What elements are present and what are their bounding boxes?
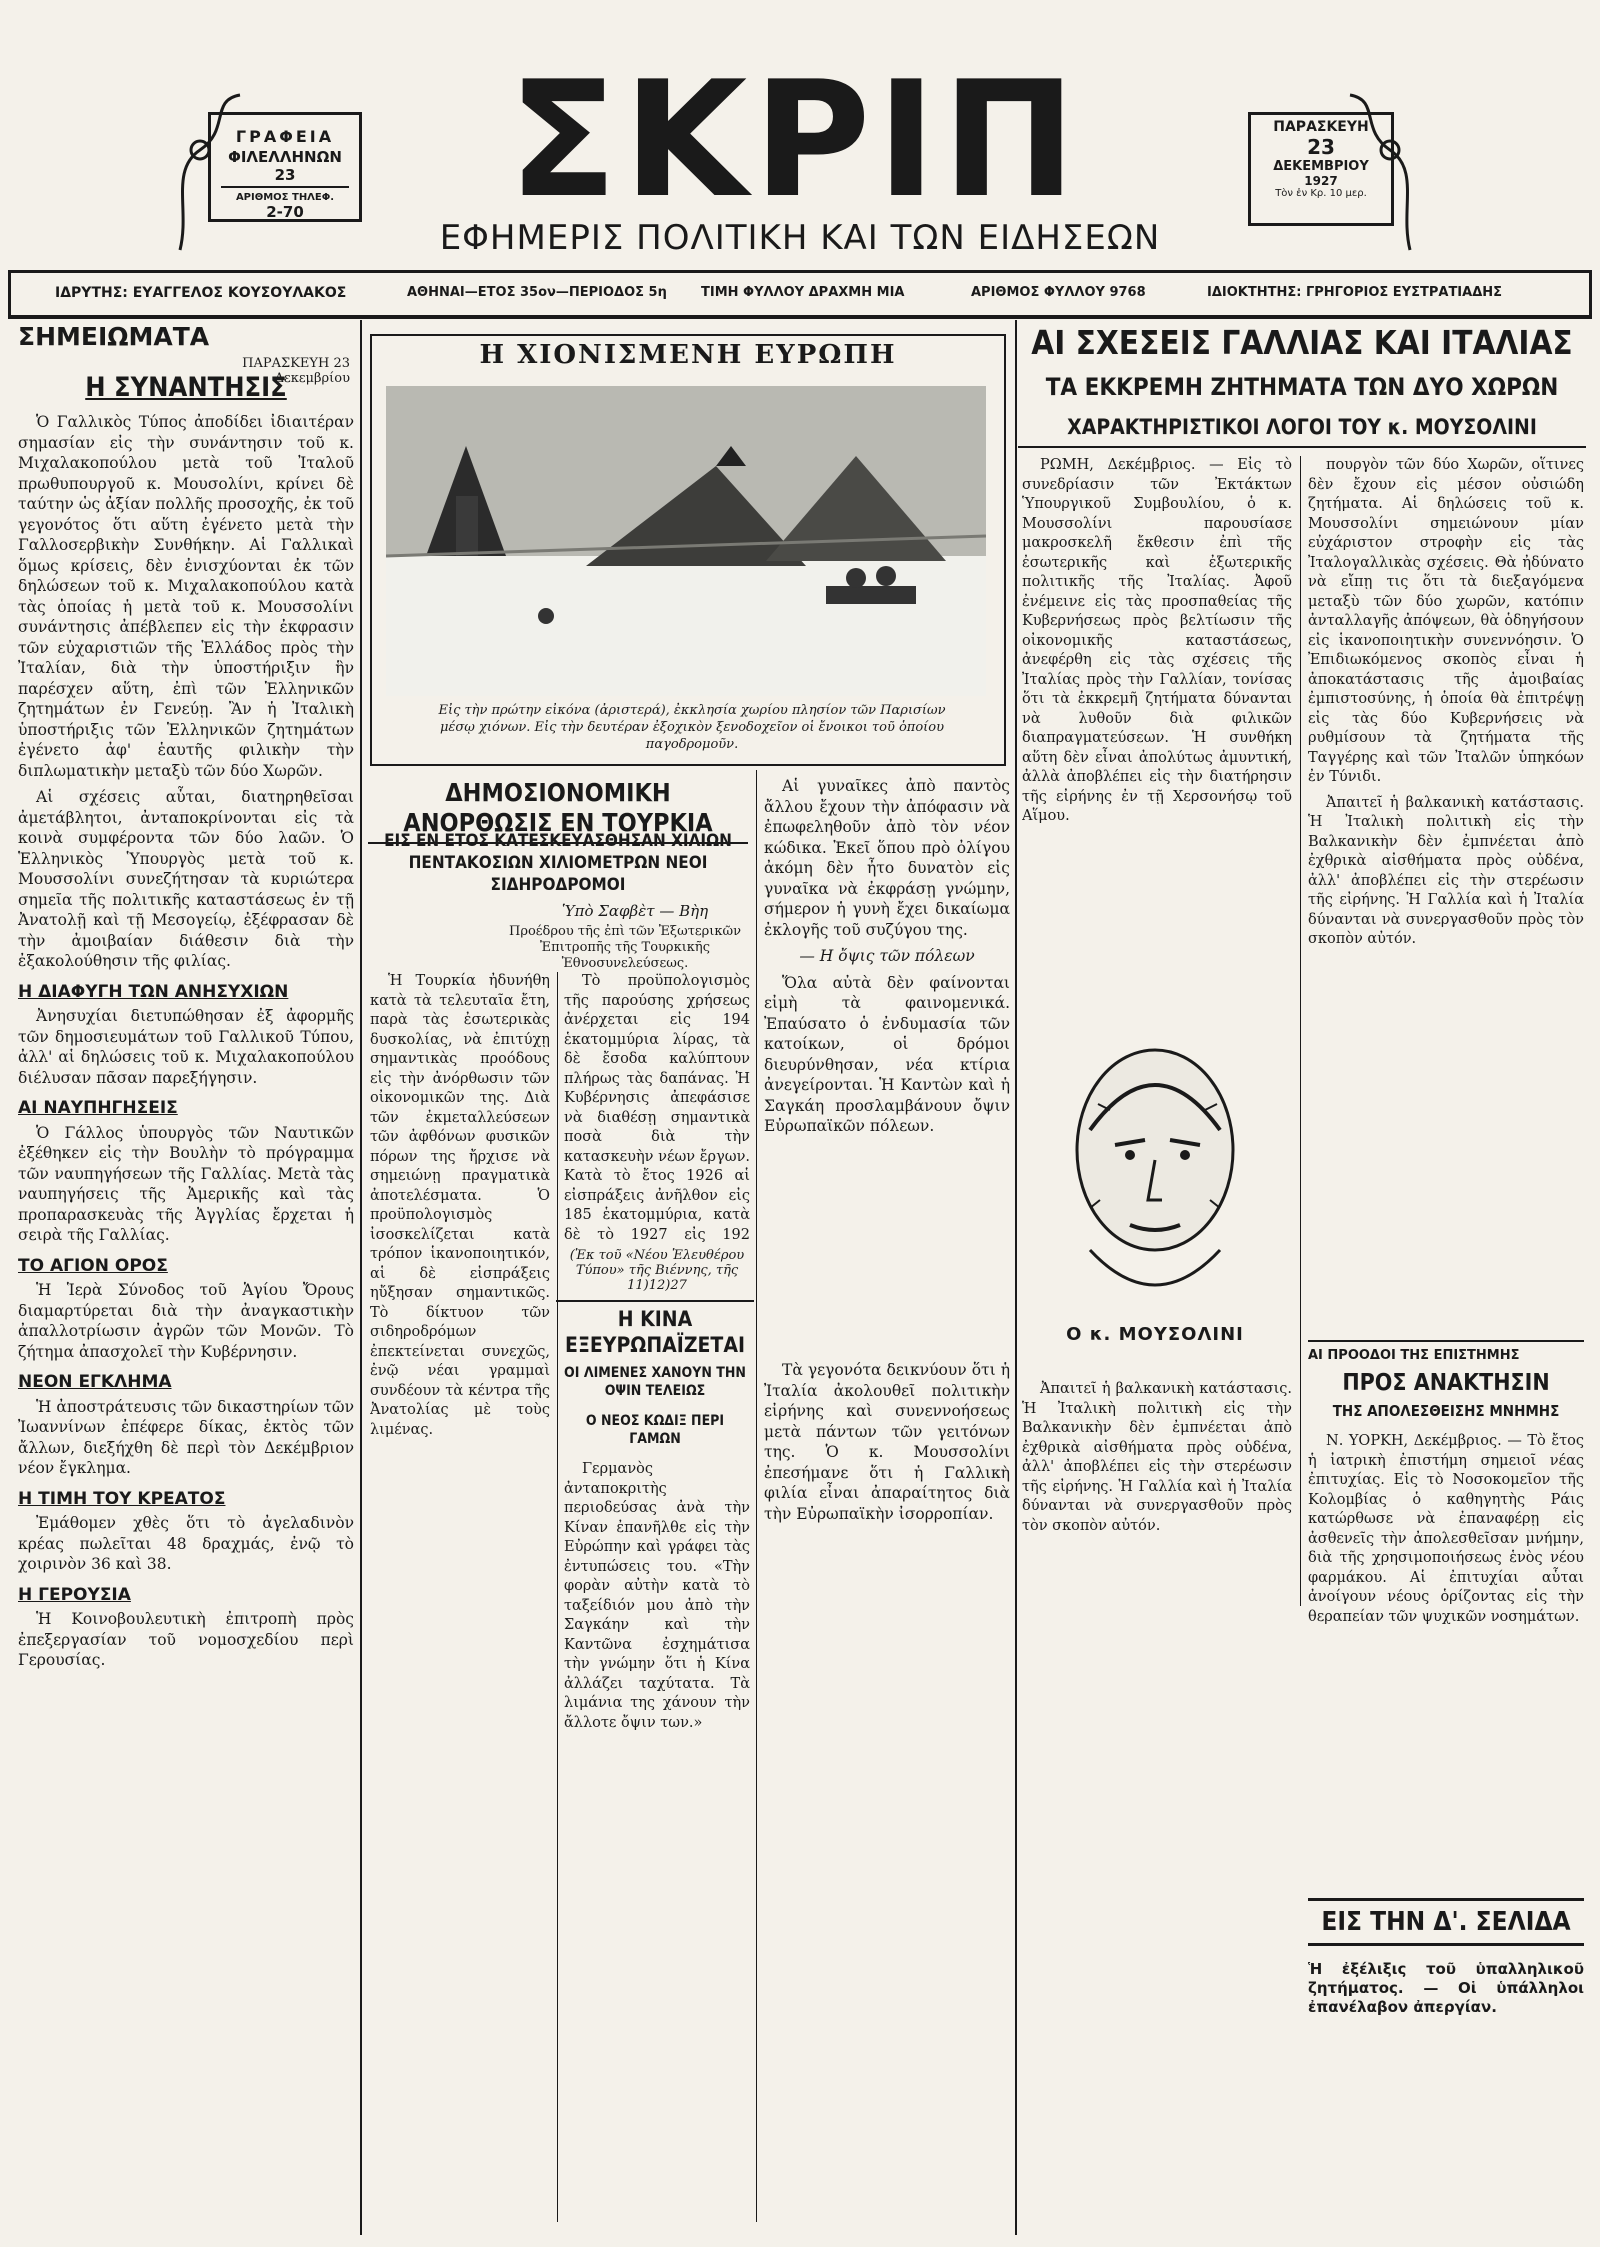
- notes-paragraph: Ὁ Γαλλικὸς Τύπος ἀποδίδει ἰδιαιτέραν σημασίαν εἰς τὴν συνάντησιν τοῦ κ. Μιχαλακοπούλου μετὰ τοῦ Ἰταλοῦ πρωθυπουργοῦ κ. Μουσολίνι, κρίνει δὲ ταύτην ὡς ἀξίαν πολλῆς προσοχῆς, ἐκ τοῦ γεγονότος ὅτι αὕτη ἐγένετο μετὰ τὴν Γαλλοσερβικὴν Συνθήκην. Αἱ Γαλλικαὶ ὅμως κρίσεις, δὲν ἐνισχύονται ἐκ τῶν δηλώσεων τοῦ κ. Μιχαλακοπούλου κατὰ τὰς ὁποίας ἡ μετὰ τοῦ κ. Μουσσολίνι συνάντησις ἀπέβλεπεν εἰς τὴν ἐκφρασιν τῶν εὐχαριστιῶν τῆς Ἑλλάδος πρὸς τὴν Ἰταλίαν, διὰ τὴν ὑποστήριξιν ἣν παρέσχεν αὕτη, ἐπὶ τῶν Ἑλληνικῶν ζητημάτων ἐν Γενεύῃ. Ἂν ἡ Ἰταλικὴ ὑποστήριξις τῶν Ἑλληνικῶν ζητημάτων ἐγένετο ἀφ' ἑαυτῆς φιλικὴν τὴν διπλωματικὴν μεταξὺ τῶν δύο Χωρῶν.: [18, 413, 354, 780]
- china-column: [564, 1460, 750, 2220]
- portrait-caption: Ο κ. ΜΟΥΣΟΛΙΝΙ: [1066, 1324, 1244, 1345]
- weekday: ΠΑΡΑΣΚΕΥΗ: [1273, 119, 1369, 135]
- turkey-subhead: ΕΙΣ ΕΝ ΕΤΟΣ ΚΑΤΕΣΚΕΥΑΣΘΗΣΑΝ ΧΙΛΙΩΝ ΠΕΝΤΑΚΟΣΙΩΝ ΧΙΛΙΟΜΕΤΡΩΝ ΝΕΟΙ ΣΙΔΗΡΟΔΡΟΜΟΙ: [384, 831, 732, 895]
- turkey-text-2: Τὸ προϋπολογισμὸς τῆς παρούσης χρήσεως ἀνέρχεται εἰς 194 ἑκατομμύρια λίρας, τὰ δὲ ἔσοδα καλύπτουν πλήρως τὰς δαπάνας. Ἡ Κυβέρνησις ἀπεφάσισε νὰ διαθέσῃ σημαντικὰ ποσὰ διὰ τὴν κατασκευὴν νέων ἔργων. Κατὰ τὸ ἔτος 1926 αἱ εἰσπράξεις ἀνῆλθον εἰς 185 ἑκατομμύρια, κατὰ δὲ τὸ 1927 εἰς 192: [564, 973, 750, 1242]
- photo-caption: Εἰς τὴν πρώτην εἰκόνα (ἀριστερά), ἐκκλησία χωρίου πλησίον τῶν Παρισίων μέσῳ χιόνων. Εἰς τὴν δευτέραν ἐξοχικὸν ξενοδοχεῖον οἱ ἔνοικοι τοῦ ὁποίου παγοδρομοῦν.: [438, 703, 946, 752]
- mid-subhead: — Η ὄψις τῶν πόλεων: [799, 947, 975, 965]
- next-page-box: [1308, 1898, 1584, 1946]
- offices-address: ΦΙΛΕΛΛΗΝΩΝ 23: [221, 148, 349, 188]
- china-sub2: Ο ΝΕΟΣ ΚΩΔΙΞ ΠΕΡΙ ΓΑΜΩΝ: [585, 1413, 725, 1447]
- photo-frame: [370, 334, 1006, 766]
- notes-section-title: Η ΤΙΜΗ ΤΟΥ ΚΡΕΑΤΟΣ: [18, 1488, 226, 1509]
- column-rule-2: [1015, 320, 1017, 2235]
- china-sub1: ΟΙ ΛΙΜΕΝΕΣ ΧΑΝΟΥΝ ΤΗΝ ΟΨΙΝ ΤΕΛΕΙΩΣ: [564, 1365, 746, 1399]
- right-text-3: Ἀπαιτεῖ ἡ βαλκανικὴ κατάστασις. Ἡ Ἰταλικὴ πολιτικὴ εἰς τὴν Βαλκανικὴν δὲν ἐμπνέεται ἀπὸ ἐχθρικὰ αἰσθήματα πρὸς οὐδένα, ἀλλ' ἀποβλέπει εἰς τὴν στερέωσιν τῆς εἰρήνης. Ἡ Γαλλία καὶ ἡ Ἰταλία δύνανται νὰ συνεργασθοῦν πρὸς τὸν σκοπὸν αὐτόν.: [1308, 794, 1584, 947]
- notes-section-text: Ἐμάθομεν χθὲς ὅτι τὸ ἀγελαδινὸν κρέας πωλεῖται 48 δραχμάς, ἐνῷ τὸ χοιρινὸν 36 καὶ 38.: [18, 1514, 354, 1573]
- china-headline: Η ΚΙΝΑ ΕΞΕΥΡΩΠΑΪΖΕΤΑΙ: [556, 1300, 754, 1358]
- ornament-left: [170, 90, 290, 260]
- mussolini-portrait: [1030, 1020, 1280, 1320]
- notes-section-title: Η ΔΙΑΦΥΓΗ ΤΩΝ ΑΝΗΣΥΧΙΩΝ: [18, 981, 289, 1002]
- snow-photo: [386, 386, 986, 696]
- owner: ΙΔΙΟΚΤΗΤΗΣ: ΓΡΗΓΟΡΙΟΣ ΕΥΣΤΡΑΤΙΑΔΗΣ: [1207, 285, 1503, 300]
- notes-section-title: ΝΕΟΝ ΕΓΚΛΗΜΑ: [18, 1372, 172, 1392]
- date-box: [1248, 112, 1394, 226]
- notes-section-text: Ἡ ἀποστράτευσις τῶν δικαστηρίων τῶν Ἰωαννίνων ἐπέφερε δίκας, ἐκτὸς τῶν ἄλλων, διεξήχθη δὲ περὶ τὸν Δεκέμβριον νέον ἔγκλημα.: [18, 1397, 354, 1477]
- notes-section-text: Ἡ Κοινοβουλευτικὴ ἐπιτροπὴ πρὸς ἐπεξεργασίαν τοῦ νομοσχεδίου περὶ Γερουσίας.: [18, 1610, 354, 1669]
- edition-note: Τὸν ἐν Κρ. 10 μερ.: [1275, 188, 1367, 199]
- science-text: Ν. ΥΟΡΚΗ, Δεκέμβριος. — Τὸ ἔτος ἡ ἰατρικὴ ἐπιστήμη σημειοῖ νέας ἐπιτυχίας. Εἰς τὸ Νοσοκομεῖον τῆς Κολομβίας ὁ καθηγητὴς Ράις κατώρθωσε νὰ ἐπαναφέρῃ εἰς ἀσθενεῖς τὴν ἀπολεσθεῖσαν μνήμην, διὰ τῆς χρησιμοποιήσεως ἑνὸς νέου φαρμάκου. Αἱ ἐπιτυχίαι αὗται ἀνοίγουν νέους ὁρίζοντας εἰς τὴν θεραπείαν τῶν ψυχικῶν νοσημάτων.: [1308, 1433, 1584, 1625]
- notes-date: ΠΑΡΑΣΚΕΥΗ 23 Δεκεμβρίου: [242, 356, 350, 386]
- turkey-byline-role: Προέδρου τῆς ἐπὶ τῶν Ἐξωτερικῶν Ἐπιτροπῆς τῆς Τουρκικῆς Ἐθνοσυνελεύσεως.: [509, 924, 741, 971]
- right-lower-column: [1022, 1380, 1292, 2220]
- info-bar: [8, 270, 1592, 319]
- column-rule-1: [360, 320, 362, 2235]
- china-text: Γερμανὸς ἀνταποκριτὴς περιοδεύσας ἀνὰ τὴν Κίναν ἐπανῆλθε εἰς τὴν Εὐρώπην καὶ γράφει τὰς ἐντυπώσεις του. «Τὴν φορὰν αὐτὴν κατὰ τὸ ταξείδιόν μου ἀπὸ τὴν Σαγκάην καὶ τὴν Καντῶνα ἐσχημάτισα τὴν γνώμην ὅτι ἡ Κίνα ἀλλάζει ταχύτατα. Τὰ λιμάνια της χάνουν τὴν ἄλλοτε ὄψιν των.»: [564, 1461, 750, 1731]
- mid-column-rule: [756, 770, 757, 2222]
- turkey-source: (Ἐκ τοῦ «Νέου Ἐλευθέρου Τύπου» τῆς Βιέννης, τῆς 11)12)27: [569, 1248, 745, 1293]
- science-headline: ΠΡΟΣ ΑΝΑΚΤΗΣΙΝ: [1342, 1370, 1550, 1396]
- notes-section-title: ΑΙ ΝΑΥΠΗΓΗΣΕΙΣ: [18, 1098, 178, 1118]
- right-column-rule: [1300, 456, 1301, 1606]
- notes-title: Η ΣΥΝΑΝΤΗΣΙΣ: [85, 372, 287, 403]
- notes-column: [18, 412, 354, 2222]
- notes-section-text: Ἀνησυχίαι διετυπώθησαν ἐξ ἀφορμῆς τῶν δημοσιευμάτων τοῦ Γαλλικοῦ Τύπου, ἀλλ' αἱ δηλώσεις τοῦ κ. Μιχαλακοπούλου διέλυσαν πᾶσαν παρεξήγησιν.: [18, 1007, 354, 1087]
- next-page-headline: ΕΙΣ ΤΗΝ Δ'. ΣΕΛΙΔΑ: [1321, 1907, 1571, 1937]
- science-column: [1308, 1432, 1584, 1872]
- newspaper-title: ΣΚΡΙΠ: [508, 46, 1082, 233]
- price: ΤΙΜΗ ΦΥΛΛΟΥ ΔΡΑΧΜΗ ΜΙΑ: [701, 285, 905, 300]
- notes-section-title: Η ΓΕΡΟΥΣΙΑ: [18, 1584, 131, 1605]
- newspaper-subtitle: ΕΦΗΜΕΡΙΣ ΠΟΛΙΤΙΚΗ ΚΑΙ ΤΩΝ ΕΙΔΗΣΕΩΝ: [439, 218, 1161, 258]
- turkey-byline: Ὑπὸ Σαφβὲτ — Βὴη: [561, 902, 709, 920]
- month: ΔΕΚΕΜΒΡΙΟΥ: [1273, 159, 1369, 174]
- mid-continued: Τὰ γεγονότα δεικνύουν ὅτι ἡ Ἰταλία ἀκολουθεῖ πολιτικὴν εἰρήνης καὶ συνεννοήσεως μετὰ πάντων τῶν γειτόνων της. Ὁ κ. Μουσσολίνι ἐπεσήμανε ὅτι ἡ Γαλλικὴ φιλία εἶναι ἀπαραίτητος διὰ τὴν Εὐρωπαϊκὴν ἰσορροπίαν.: [764, 1361, 1010, 1523]
- place-year: ΑΘΗΝΑΙ—ΕΤΟΣ 35ον—ΠΕΡΙΟΔΟΣ 5η: [407, 285, 667, 300]
- notes-header: ΣΗΜΕΙΩΜΑΤΑ: [18, 322, 210, 351]
- science-subhead: ΤΗΣ ΑΠΟΛΕΣΘΕΙΣΗΣ ΜΝΗΜΗΣ: [1332, 1402, 1560, 1420]
- notes-section-title: ΤΟ ΑΓΙΟΝ ΟΡΟΣ: [18, 1255, 168, 1276]
- phone-label: ΑΡΙΘΜΟΣ ΤΗΛΕΦ.: [235, 192, 335, 203]
- right-text: ΡΩΜΗ, Δεκέμβριος. — Εἰς τὸ συνεδρίασιν τῶν Ἐκτάκτων Ὑπουργικοῦ Συμβουλίου, ὁ κ. Μουσσολίνι παρουσίασε μακροσκελῆ ἔκθεσιν ἐπὶ τῆς ἐσωτερικῆς καὶ ἐξωτερικῆς πολιτικῆς τῆς Ἰταλίας. Ἀφοῦ ἐνέμεινε εἰς τὰς προσπαθείας τῆς Κυβερνήσεως πρὸς βελτίωσιν τῆς οἰκονομικῆς καταστάσεως, ἀνεφέρθη εἰς τὰς σχέσεις τῆς Ἰταλίας πρὸς τὴν Γαλλίαν, τονίσας ὅτι τὰ ἐκκρεμῆ ζητήματα δύνανται νὰ λυθοῦν διὰ φιλικῶν διαπραγματεύσεων. Ἡ συνθήκη αὕτη δὲν εἶναι ἀπολύτως ἀμυντική, ἀλλὰ ἀποβλέπει εἰς τὴν διατήρησιν τῆς εἰρήνης ἐν τῇ Χερσονήσῳ τοῦ Αἵμου.: [1022, 457, 1292, 824]
- next-page-text: Ἡ ἐξέλιξις τοῦ ὑπαλληλικοῦ ζητήματος. — Οἱ ὑπάλληλοι ἐπανέλαβον ἀπεργίαν.: [1308, 1960, 1584, 2016]
- turkey-headline: ΔΗΜΟΣΙΟΝΟΜΙΚΗ ΑΝΟΡΘΩΣΙΣ ΕΝ ΤΟΥΡΚΙΑ: [368, 778, 748, 844]
- founder: ΙΔΡΥΤΗΣ: ΕΥΑΓΓΕΛΟΣ ΚΟΥΣΟΥΛΑΚΟΣ: [55, 285, 347, 301]
- turkey-column-1: [370, 972, 550, 2222]
- year: 1927: [1304, 174, 1338, 188]
- right-lower-text: Ἀπαιτεῖ ἡ βαλκανικὴ κατάστασις. Ἡ Ἰταλικὴ πολιτικὴ εἰς τὴν Βαλκανικὴν δὲν ἐμπνέεται ἀπὸ ἐχθρικὰ αἰσθήματα πρὸς οὐδένα, ἀλλ' ἀποβλέπει εἰς τὴν στερέωσιν τῆς εἰρήνης. Ἡ Γαλλία καὶ ἡ Ἰταλία δύνανται νὰ συνεργασθοῦν πρὸς τὸν σκοπὸν αὐτόν.: [1022, 1381, 1292, 1534]
- right-sub2: ΧΑΡΑΚΤΗΡΙΣΤΙΚΟΙ ΛΟΓΟΙ ΤΟΥ κ. ΜΟΥΣΟΛΙΝΙ: [1018, 414, 1586, 448]
- turkey-column-2: [564, 972, 750, 1242]
- issue-number: ΑΡΙΘΜΟΣ ΦΥΛΛΟΥ 9768: [971, 285, 1146, 300]
- next-page-note: [1308, 1960, 1584, 2040]
- notes-section-text: Ὁ Γάλλος ὑπουργὸς τῶν Ναυτικῶν ἐξέθηκεν εἰς τὴν Βουλὴν τὸ πρόγραμμα τῶν ναυπηγήσεων τῆς Γαλλίας. Μετὰ τὰς ναυπηγήσεις τῆς Ἀμερικῆς καὶ τὰς προπαρασκευὰς τῆς Ἀγγλίας ἔρχεται ἡ σειρὰ τῆς Γαλλίας.: [18, 1123, 354, 1244]
- right-text-2: πουργὸν τῶν δύο Χωρῶν, οἵτινες δὲν ἔχουν εἰς μέσον οὐσιώδη ζητήματα. Αἱ δηλώσεις τοῦ κ. Μουσσολίνι σημειώνουν μίαν εὐχάριστον στροφὴν εἰς τὰς Ἰταλογαλλικὰς σχέσεις. Θὰ ἠδύνατο νὰ εἴπῃ τις ὅτι τὰ διεξαγόμενα μεταξὺ τῶν δύο χωρῶν, κατόπιν ἀνταλλαγῆς ἀπόψεων, θὰ ὁδηγήσουν εἰς ἱκανοποιητικὴν συνεννόησιν. Ὁ Ἐπιδιωκόμενος σκοπὸς εἶναι ἡ ἀποκατάστασις τῆς ἀμοιβαίας ἐμπιστοσύνης, ἡ ὁποία θὰ ἐπιτρέψῃ εἰς τὰς δύο Κυβερνήσεις νὰ ρυθμίσουν τὰ ζητήματα τῆς Ταγγέρης καὶ τῶν Ἰταλῶν ὑπηκόων ἐν Τύνιδι.: [1308, 457, 1584, 785]
- offices-label: ΓΡΑΦΕΙΑ: [235, 127, 335, 146]
- mid-column: [764, 776, 1010, 1336]
- mid-text: Αἱ γυναῖκες ἀπὸ παντὸς ἄλλου ἔχουν τὴν ἀπόφασιν νὰ ἐπωφεληθοῦν ἀπὸ τὸν νέον κώδικα. Ἐκεῖ ὅπου πρὸ ὀλίγου ἀκόμη δὲν ἦτο δυνατὸν εἰς γυναῖκα νὰ ἐκφράσῃ γνώμην, σήμερον ἡ γυνὴ ἔχει δικαίωμα ἐκλογῆς τοῦ συζύγου της.: [764, 777, 1010, 939]
- mid-column-lower: [764, 1360, 1010, 2220]
- notes-section-text: Ἡ Ἱερὰ Σύνοδος τοῦ Ἁγίου Ὄρους διαμαρτύρεται διὰ τὴν ἀναγκαστικὴν ἀπαλλοτρίωσιν ἀγρῶν τῶν Μονῶν. Τὸ ζήτημα ἀπασχολεῖ τὴν Κυβέρνησιν.: [18, 1281, 354, 1361]
- science-label: ΑΙ ΠΡΟΟΔΟΙ ΤΗΣ ΕΠΙΣΤΗΜΗΣ: [1308, 1340, 1584, 1363]
- right-column-1: [1022, 456, 1292, 1016]
- day-number: 23: [1307, 135, 1335, 159]
- right-column-2: [1308, 456, 1584, 1276]
- turkey-text: Ἡ Τουρκία ἠδυνήθη κατὰ τὰ τελευταῖα ἔτη, παρὰ τὰς ἐσωτερικὰς δυσκολίας, νὰ ἐπιτύχῃ σημαντικὰς προόδους εἰς τὴν ἀνόρθωσιν τῶν οἰκονομικῶν της. Διὰ τῶν ἐκμεταλλεύσεων τῶν ἀφθόνων φυσικῶν πόρων της ἤρχισε νὰ σημειώνῃ πραγματικὰ ἀποτελέσματα. Ὁ προϋπολογισμὸς ἰσοσκελίζεται κατὰ τρόπον ἱκανοποιητικόν, αἱ δὲ εἰσπράξεις ηὔξησαν σημαντικῶς. Τὸ δίκτυον τῶν σιδηροδρόμων ἐπεκτείνεται συνεχῶς, ἐνῷ νέαι γραμμαὶ συνδέουν τὰ κέντρα τῆς Ἀνατολίας μὲ τοὺς λιμένας.: [370, 973, 550, 1438]
- phone-number: 2-70: [266, 203, 304, 221]
- mid-text-2: Ὅλα αὐτὰ δὲν φαίνονται εἰμὴ τὰ φαινομενικά. Ἐπαύσατο ὁ ἐνδυμασία τῶν κατοίκων, οἱ δρόμοι διευρύνθησαν, νέα κτίρια ἀνεγείρονται. Ἡ Καντὼν καὶ ἡ Σαγκάη προσλαμβάνουν ὄψιν Εὐρωπαϊκῶν πόλεων.: [764, 973, 1010, 1135]
- notes-paragraph: Αἱ σχέσεις αὗται, διατηρηθεῖσαι ἀμετάβλητοι, ἀνταποκρίνονται εἰς τὰ κοινὰ συμφέροντα τῶν δύο λαῶν. Ὁ Ἑλληνικὸς Ὑπουργὸς μετὰ τοῦ κ. Μουσσολίνι συνεζήτησαν τὰ κυριώτερα σημεῖα τῆς πολιτικῆς καταστάσεως ἐν τῇ Ἀνατολῇ καὶ τῇ Μεσογείῳ, ἐξέφρασαν δὲ τὴν ἀμοιβαίαν διάθεσιν διὰ τὴν ἐξακολούθησιν τῆς φιλίας.: [18, 788, 354, 970]
- right-sub1: ΤΑ ΕΚΚΡΕΜΗ ΖΗΤΗΜΑΤΑ ΤΩΝ ΔΥΟ ΧΩΡΩΝ: [1045, 373, 1559, 401]
- photo-headline: Η ΧΙΟΝΙΣΜΕΝΗ ΕΥΡΩΠΗ: [479, 340, 897, 370]
- turkey-column-rule: [557, 972, 558, 2222]
- right-headline: ΑΙ ΣΧΕΣΕΙΣ ΓΑΛΛΙΑΣ ΚΑΙ ΙΤΑΛΙΑΣ: [1031, 323, 1573, 362]
